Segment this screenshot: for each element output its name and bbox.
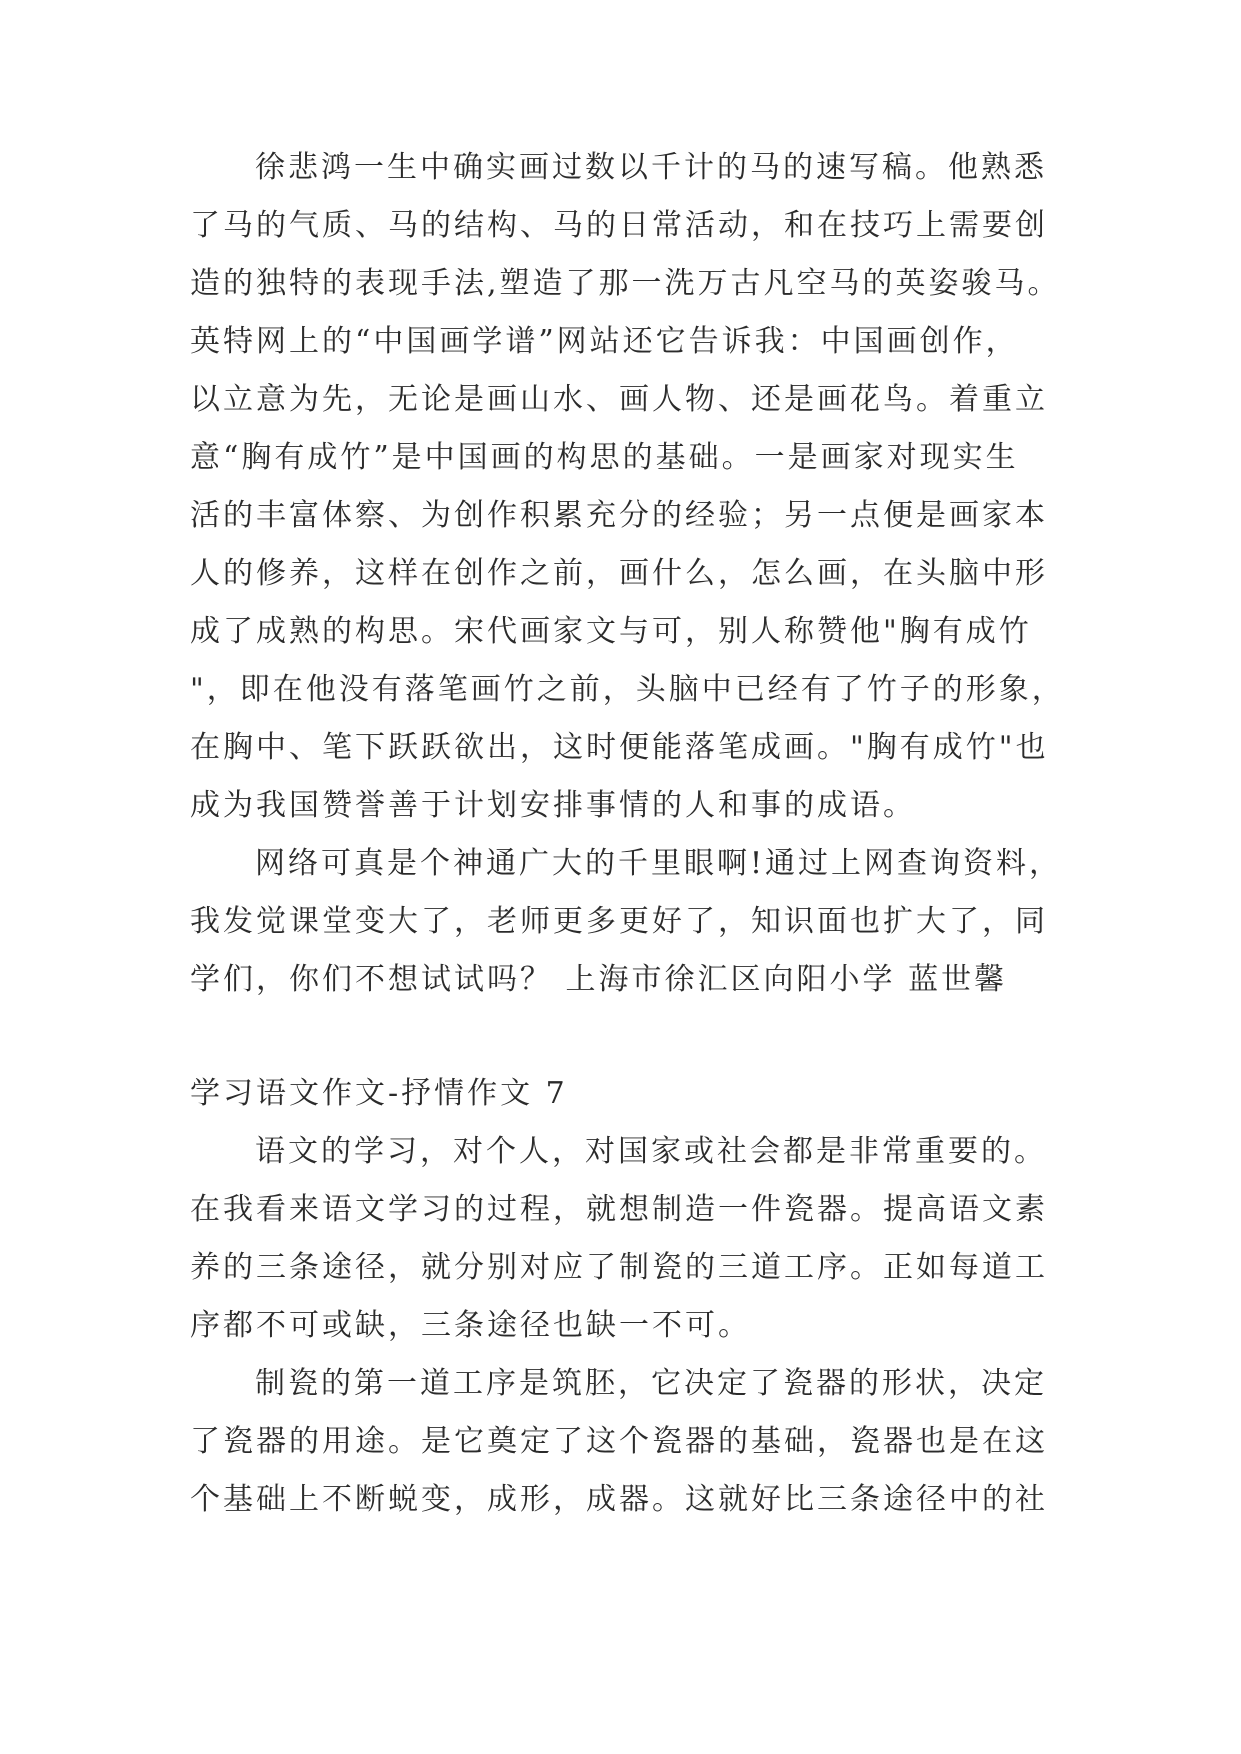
paragraph-line: 活的丰富体察、为创作积累充分的经验；另一点便是画家本 — [190, 498, 1048, 533]
paragraph-line: 成了成熟的构思。宋代画家文与可，别人称赞他"胸有成竹 — [190, 614, 1032, 649]
paragraph-line: 英特网上的“中国画学谱”网站还它告诉我：中国画创作， — [190, 324, 1019, 359]
paragraph-line: 人的修养，这样在创作之前，画什么，怎么画，在头脑中形 — [190, 556, 1048, 591]
paragraph-line: "，即在他没有落笔画竹之前，头脑中已经有了竹子的形象， — [190, 672, 1065, 707]
paragraph-line: 了马的气质、马的结构、马的日常活动，和在技巧上需要创 — [190, 208, 1048, 243]
section-title: 学习语文作文-抒情作文 7 — [190, 1076, 568, 1111]
paragraph-line: 制瓷的第一道工序是筑胚，它决定了瓷器的形状，决定 — [255, 1366, 1047, 1401]
paragraph-line: 造的独特的表现手法,塑造了那一洗万古凡空马的英姿骏马。 — [190, 266, 1061, 301]
paragraph-line: 在我看来语文学习的过程，就想制造一件瓷器。提高语文素 — [190, 1192, 1048, 1227]
paragraph-line: 以立意为先，无论是画山水、画人物、还是画花鸟。着重立 — [190, 382, 1048, 417]
paragraph-line: 个基础上不断蜕变，成形，成器。这就好比三条途径中的社 — [190, 1482, 1048, 1517]
paragraph-line: 成为我国赞誉善于计划安排事情的人和事的成语。 — [190, 788, 916, 823]
paragraph-line: 在胸中、笔下跃跃欲出，这时便能落笔成画。"胸有成竹"也 — [190, 730, 1049, 765]
paragraph-line: 网络可真是个神通广大的千里眼啊!通过上网查询资料， — [255, 846, 1063, 881]
paragraph-line: 我发觉课堂变大了，老师更多更好了，知识面也扩大了，同 — [190, 904, 1048, 939]
paragraph-line: 徐悲鸿一生中确实画过数以千计的马的速写稿。他熟悉 — [255, 150, 1047, 185]
paragraph-line: 养的三条途径，就分别对应了制瓷的三道工序。正如每道工 — [190, 1250, 1048, 1285]
paragraph-line: 意“胸有成竹”是中国画的构思的基础。一是画家对现实生 — [190, 440, 1019, 475]
paragraph-line: 语文的学习，对个人，对国家或社会都是非常重要的。 — [255, 1134, 1047, 1169]
paragraph-line: 了瓷器的用途。是它奠定了这个瓷器的基础，瓷器也是在这 — [190, 1424, 1048, 1459]
paragraph-line: 序都不可或缺，三条途径也缺一不可。 — [190, 1308, 751, 1343]
paragraph-line: 学们，你们不想试试吗？ 上海市徐汇区向阳小学 蓝世馨 — [190, 962, 1008, 997]
